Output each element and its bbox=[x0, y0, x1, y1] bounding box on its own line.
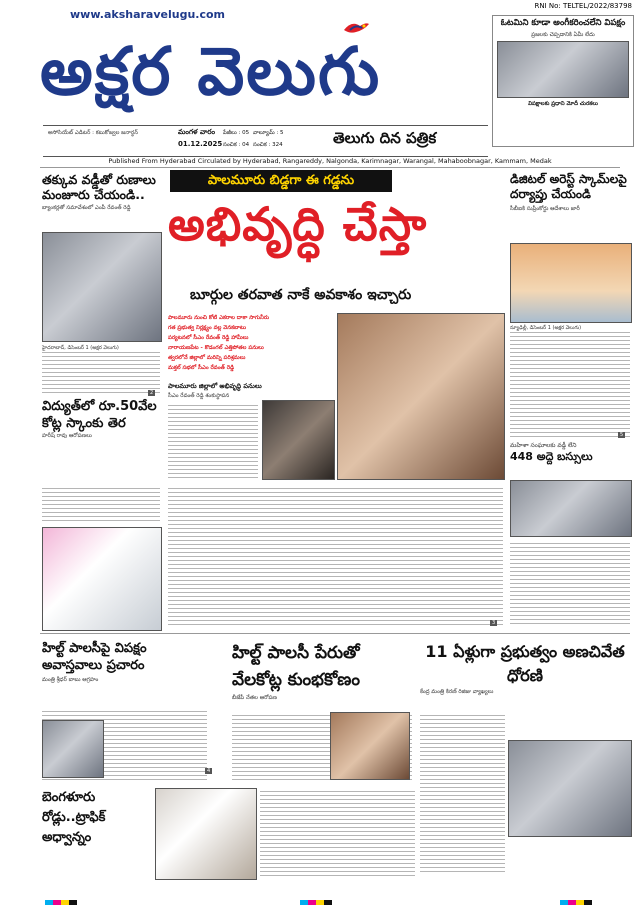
bullet-item: పాలమూరు నుంచి కోటి ఎకరాల దాకా సాగునీరు bbox=[168, 315, 270, 321]
digital-headline: డిజిటల్ అరెస్ట్ స్కామ్‌లపై దర్యాప్తు చేయండి bbox=[510, 172, 627, 201]
hilt2-headline: హిల్ట్ పాలసీ పేరుతో వేలకోట్ల కుంభకోణం bbox=[232, 643, 360, 690]
page-badge: 2 bbox=[150, 390, 154, 396]
digital-arrest-story bbox=[510, 172, 630, 213]
center-photo bbox=[262, 400, 335, 480]
cm-rally-photo bbox=[337, 313, 505, 480]
main-headline: అభివృద్ధి చేస్తా bbox=[168, 197, 428, 251]
center-body-text bbox=[168, 402, 258, 478]
masthead-logo bbox=[40, 22, 470, 120]
issue-vol: వాల్యూమ్ : 5 bbox=[253, 130, 284, 136]
hilt2-sub: బీజేపీ నేతల ఆరోపణ bbox=[232, 695, 277, 701]
tagline: తెలుగు దిన పత్రిక bbox=[333, 129, 437, 147]
circulation-divider bbox=[40, 167, 620, 168]
bird-logo-icon bbox=[342, 18, 370, 40]
hilt1-sub: మంత్రి శ్రీధర్ బాబు ఆగ్రహం bbox=[42, 677, 99, 683]
circulation-line: Published From Hyderabad Circulated by Hyderabad, Rangareddy, Nalgonda, Karimnagar, Warangal, Mahaboobnagar, Kammam, Medak bbox=[108, 157, 552, 165]
bullet-item: నారాయణపేట - కొడంగల్ ఎత్తిపోతల పనులు bbox=[168, 345, 264, 351]
issue-volume: పేజీలు : 05 bbox=[223, 130, 250, 136]
bullet-item: త్వరలోనే జిల్లాలో మరిన్ని పరిశ్రమలు bbox=[168, 355, 246, 361]
hilt-story-1 bbox=[42, 640, 207, 684]
digital-body-text bbox=[510, 325, 630, 440]
center-body-text-2 bbox=[168, 485, 503, 625]
center-kicker: పాలమూరు జిల్లాలో అభివృద్ధి పనులు bbox=[168, 382, 262, 390]
color-bar-right bbox=[560, 890, 592, 909]
supreme-court-photo bbox=[510, 243, 632, 323]
digital-dateline: న్యూఢిల్లీ, డిసెంబర్ 1 (అక్షర వెలుగు) bbox=[510, 325, 630, 331]
loans-body-text bbox=[42, 345, 160, 393]
power-sub: హరీష్ రావు ఆరోపణలు bbox=[42, 433, 92, 439]
main-bullets bbox=[168, 313, 333, 373]
loans-dateline: హైదరాబాద్, డిసెంబర్ 1 (అక్షర వెలుగు) bbox=[42, 345, 160, 351]
issue-number: సంచిక : 324 bbox=[253, 142, 283, 148]
website-url: www.aksharavelugu.com bbox=[70, 8, 226, 21]
center-column-story bbox=[168, 382, 333, 400]
bengaluru-photo bbox=[155, 788, 257, 880]
bullet-item: గత ప్రభుత్వ నిర్లక్ష్యం వల్ల వెనకబాటు bbox=[168, 325, 246, 331]
top-right-title: ఓటమిని కూడా అంగీకరించలేని విపక్షం bbox=[500, 18, 626, 28]
banner-text: పాలమూరు బిడ్డగా ఈ గడ్డను bbox=[207, 173, 355, 188]
harish-rao-photo bbox=[42, 527, 162, 631]
bus-headline: 448 అద్దె బస్సులు bbox=[510, 450, 593, 463]
bengaluru-headline: బెంగళూరు రోడ్లు..ట్రాఫిక్ అధ్వాన్నం bbox=[42, 790, 106, 845]
modi-photo bbox=[497, 41, 629, 98]
left-story-loans bbox=[42, 172, 160, 212]
issue-day: మంగళ వారం bbox=[178, 128, 216, 136]
eleven-headline: 11 ఏళ్లుగా ప్రభుత్వం అణచివేత ధోరణి bbox=[425, 642, 625, 685]
section-divider bbox=[40, 633, 630, 634]
color-bar-left bbox=[45, 890, 77, 909]
hilt1-headline: హిల్ట్ పాలసీపై విపక్షం అవాస్తవాలు ప్రచారం bbox=[42, 641, 147, 673]
page-badge: 4 bbox=[207, 768, 211, 774]
bus-story bbox=[510, 442, 630, 466]
power-body-text bbox=[42, 485, 160, 523]
loans-sub: బ్యాంకర్లతో సమావేశంలో ఎంపీ రేవంత్ రెడ్డి bbox=[42, 205, 131, 211]
main-subheadline: బూర్గుల తరవాత నాకే అవకాశం ఇచ్చారు bbox=[190, 287, 412, 303]
power-headline: విద్యుత్‌లో రూ.50వేల కోట్ల స్కాంకు తెర bbox=[42, 399, 157, 431]
digital-sub: సీబీఐకి సుప్రీంకోర్టు ఆదేశాలు జారీ bbox=[510, 206, 580, 212]
rijiju-photo bbox=[508, 740, 632, 837]
bullet-item: మక్తల్ సభలో సీఎం రేవంత్ రెడ్డి bbox=[168, 365, 235, 371]
eleven-sub: కేంద్ర మంత్రి కిరణ్ రిజిజు వ్యాఖ్యలు bbox=[420, 689, 494, 695]
bus-photo bbox=[510, 480, 632, 537]
issue-edition: సంచిక : 04 bbox=[223, 142, 250, 148]
lead-banner bbox=[170, 170, 392, 192]
rni-number: RNI No: TELTEL/2022/83798 bbox=[534, 2, 632, 10]
power-story bbox=[42, 398, 160, 440]
issue-date: 01.12.2025 bbox=[178, 140, 223, 148]
bus-kicker: మహిళా సంఘాలకు వడ్డీ లేని bbox=[510, 442, 577, 449]
color-bar-mid bbox=[300, 890, 332, 909]
loans-headline: తక్కువ వడ్డీతో రుణాలు మంజూరు చేయండి.. bbox=[42, 172, 156, 202]
top-right-story bbox=[492, 15, 634, 147]
bjp-leader-photo bbox=[330, 712, 410, 780]
hilt-story-2 bbox=[232, 640, 412, 702]
sridhar-babu-photo bbox=[42, 720, 104, 778]
eleven-body-text bbox=[420, 712, 505, 872]
editor-line: అసోసియేట్ ఎడిటర్ : కటుకోజ్వల జనార్ధన్ bbox=[48, 130, 139, 136]
bankers-meeting-photo bbox=[42, 232, 162, 342]
bus-body-text bbox=[510, 540, 630, 625]
masthead-title: అక్షర వెలుగు bbox=[40, 32, 382, 110]
eleven-years-story bbox=[420, 640, 630, 696]
page-badge: 5 bbox=[620, 432, 624, 438]
bengaluru-story bbox=[42, 788, 152, 848]
top-right-sub: ప్రజలకు చెప్పడానికి ఏమీ లేదు bbox=[531, 32, 595, 38]
bullet-item: పర్యటనలో సీఎం రేవంత్ రెడ్డి హామీలు bbox=[168, 335, 249, 341]
top-right-caption: విపక్షాలకు ప్రధాని మోదీ చురకలు bbox=[528, 101, 598, 107]
page-badge: 3 bbox=[492, 620, 496, 626]
center-sub: సీఎం రేవంత్ రెడ్డి శంకుస్థాపన bbox=[168, 393, 230, 399]
bottom-body-text bbox=[260, 788, 415, 878]
